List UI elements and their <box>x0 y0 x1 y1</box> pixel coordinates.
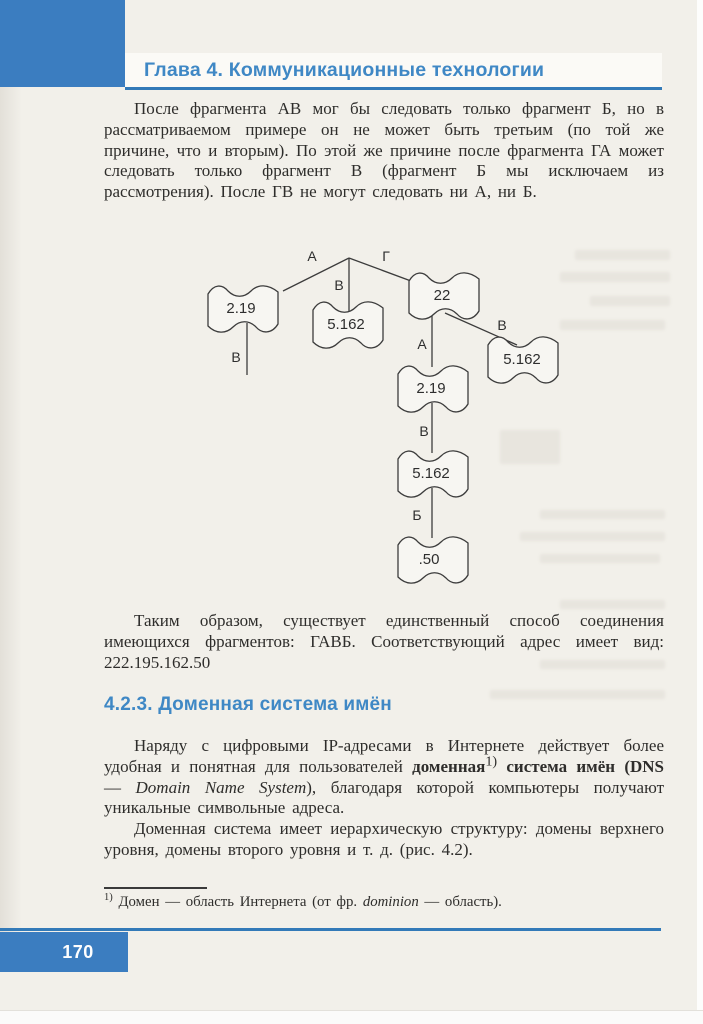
scan-edge <box>697 0 703 1024</box>
paragraph-segment: Наряду с цифровыми IP-адресами в Интернете действует более удобная и понятная для пользователей <box>104 736 664 776</box>
page-gutter-shadow <box>0 87 22 937</box>
paragraph-segment <box>615 757 624 776</box>
paragraph-conclusion <box>104 611 664 673</box>
footnote-segment-italic: dominion <box>362 894 419 910</box>
paragraph-hierarchy: Доменная система имеет иерархическую структуру: домены верхнего уровня, домены второго уровня и т. д. (рис. 4.2). <box>104 819 664 859</box>
paragraph-text: После фрагмента АВ мог бы следовать только фрагмент Б, но в рассматриваемом примере он не может быть третьим (по той же причине, что и вторым). По этой же причине после фрагмента ГА может следовать только фрагмент В (фрагмент Б мы исключаем из рассмотрения). После ГВ не могут следовать ни А, ни Б. <box>104 99 664 202</box>
fragment-value: 2.19 <box>416 380 446 397</box>
fragment-value: 22 <box>433 287 451 304</box>
edge-label: А <box>307 248 317 264</box>
bleedthrough-artifact <box>560 600 665 609</box>
footnote-marker: 1) <box>104 892 113 904</box>
fragment-value: .50 <box>418 551 440 568</box>
paragraph-segment-bold: система имён <box>497 756 616 776</box>
paragraph-segment-bold: доменная <box>412 756 486 776</box>
bleedthrough-artifact <box>575 250 670 260</box>
bleedthrough-artifact <box>590 296 670 306</box>
fragment-value: 5.162 <box>503 351 541 368</box>
footnote-segment: — область). <box>418 894 502 910</box>
chapter-header-rule <box>125 87 662 90</box>
page-number-badge <box>0 932 128 972</box>
paragraph-dns <box>104 736 664 819</box>
fragments-tree-svg <box>195 245 585 600</box>
chapter-header: Глава 4. Коммуникационные технологии <box>144 59 545 81</box>
paragraph-segment-bold: (DNS <box>624 756 664 776</box>
chapter-corner-block <box>0 0 125 87</box>
paragraph-dns-block <box>104 736 664 861</box>
connector-line <box>349 258 411 281</box>
footer-rule <box>0 928 661 931</box>
footnote <box>104 893 664 912</box>
edge-label: В <box>419 423 429 439</box>
edge-label: В <box>334 277 344 293</box>
paragraph-text: Таким образом, существует единственный способ соединения имеющихся фрагментов: ГАВБ. Соответствующий адрес имеет вид: 222.195.162.50 <box>104 611 664 672</box>
footnote-separator <box>104 887 207 889</box>
edge-label: В <box>497 317 507 333</box>
paragraph-segment: ), благодаря которой компьютеры получают уникальные символьные адреса. <box>104 777 664 818</box>
ip-fragments-diagram <box>195 245 585 600</box>
paragraph-fragments <box>104 99 664 203</box>
paragraph-segment: — <box>104 777 136 797</box>
edge-label: А <box>417 336 427 352</box>
page-number: 170 <box>62 941 94 962</box>
fragment-value: 5.162 <box>412 465 450 482</box>
section-heading: 4.2.3. Доменная система имён <box>104 694 392 715</box>
fragment-value: 2.19 <box>226 300 256 317</box>
edge-label: Б <box>412 507 422 523</box>
edge-label: В <box>231 349 241 365</box>
footnote-segment: Домен — область Интернета (от фр. <box>112 894 363 910</box>
fragment-value: 5.162 <box>327 316 365 333</box>
paragraph-segment-italic: Domain Name System <box>135 777 307 797</box>
footnote-reference: 1) <box>485 753 498 770</box>
scan-edge <box>0 1010 703 1024</box>
edge-label: Г <box>382 248 390 264</box>
